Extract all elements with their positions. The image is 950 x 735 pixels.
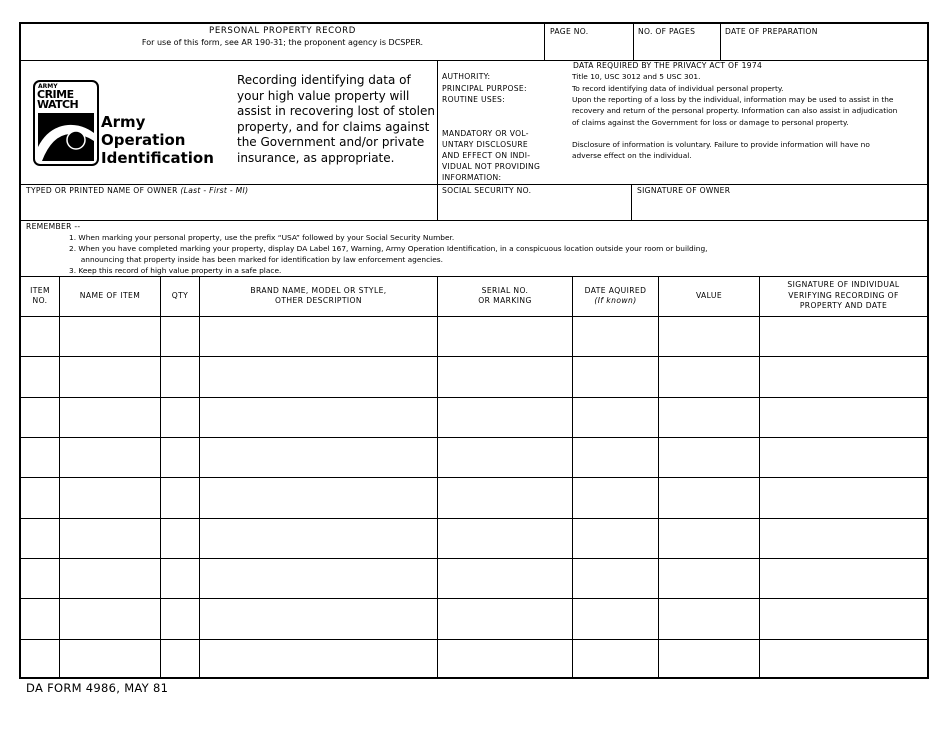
crime-watch-logo <box>33 80 99 166</box>
col-header-line: NAME OF ITEM <box>79 290 141 300</box>
col-header-line: (If known) <box>594 296 637 305</box>
table-body <box>21 316 927 679</box>
cell-date-acquired[interactable] <box>572 519 658 558</box>
cell-qty[interactable] <box>160 559 199 598</box>
cell-date-acquired[interactable] <box>572 559 658 598</box>
cell-brand-description[interactable] <box>199 519 437 558</box>
cell-verifying-signature[interactable] <box>759 640 927 679</box>
form-title: PERSONAL PROPERTY RECORD <box>209 26 356 36</box>
table-header <box>21 276 927 316</box>
owner-signature-label: SIGNATURE OF OWNER <box>637 186 731 195</box>
col-header-line: SERIAL NO. <box>481 285 529 295</box>
cell-item-no[interactable] <box>21 640 59 679</box>
cell-name-of-item[interactable] <box>59 478 160 517</box>
eye-emblem-icon <box>38 113 94 161</box>
remember-item: 3. Keep this record of high value property in a safe place. <box>69 266 282 275</box>
cell-qty[interactable] <box>160 599 199 638</box>
table-row <box>21 558 927 598</box>
divider <box>21 184 927 185</box>
divider <box>21 316 927 317</box>
col-header-value <box>658 276 759 316</box>
col-header-name-of-item <box>59 276 160 316</box>
cell-qty[interactable] <box>160 357 199 396</box>
cell-value[interactable] <box>658 559 759 598</box>
mandatory-label: VIDUAL NOT PROVIDING <box>442 162 541 171</box>
cell-qty[interactable] <box>160 316 199 356</box>
owner-name-label-text: TYPED OR PRINTED NAME OF OWNER <box>26 186 178 195</box>
col-header-line: ITEM <box>30 285 50 295</box>
cell-serial-no[interactable] <box>437 398 572 437</box>
mandatory-label: MANDATORY OR VOL- <box>442 129 529 138</box>
cell-brand-description[interactable] <box>199 559 437 598</box>
cell-brand-description[interactable] <box>199 316 437 356</box>
form-number: DA FORM 4986, MAY 81 <box>26 681 169 695</box>
table-row <box>21 477 927 517</box>
table-row <box>21 356 927 396</box>
principal-purpose-label: PRINCIPAL PURPOSE: <box>442 84 527 93</box>
intro-line: assist in recovering lost of stolen <box>237 104 435 119</box>
cell-name-of-item[interactable] <box>59 357 160 396</box>
personal-property-record-form <box>19 22 929 679</box>
ssn-label: SOCIAL SECURITY NO. <box>442 186 532 195</box>
privacy-act-title: DATA REQUIRED BY THE PRIVACY ACT OF 1974 <box>573 61 763 70</box>
divider <box>21 60 927 61</box>
cell-name-of-item[interactable] <box>59 599 160 638</box>
cell-date-acquired[interactable] <box>572 357 658 396</box>
cell-name-of-item[interactable] <box>59 438 160 477</box>
cell-serial-no[interactable] <box>437 519 572 558</box>
cell-item-no[interactable] <box>21 478 59 517</box>
cell-value[interactable] <box>658 640 759 679</box>
page-no-label: PAGE NO. <box>550 27 589 36</box>
routine-uses-text: recovery and return of the personal property. Information can also assist in adjudication <box>572 106 898 115</box>
cell-item-no[interactable] <box>21 559 59 598</box>
col-header-date-acquired <box>572 276 658 316</box>
cell-brand-description[interactable] <box>199 478 437 517</box>
cell-item-no[interactable] <box>21 357 59 396</box>
owner-signature-field[interactable] <box>632 196 927 219</box>
cell-verifying-signature[interactable] <box>759 478 927 517</box>
cell-date-acquired[interactable] <box>572 478 658 517</box>
cell-serial-no[interactable] <box>437 438 572 477</box>
col-header-line: QTY <box>171 290 189 300</box>
page-no-field[interactable] <box>545 36 633 59</box>
cell-verifying-signature[interactable] <box>759 357 927 396</box>
cell-brand-description[interactable] <box>199 357 437 396</box>
cell-brand-description[interactable] <box>199 640 437 679</box>
cell-value[interactable] <box>658 357 759 396</box>
cell-brand-description[interactable] <box>199 398 437 437</box>
table-row <box>21 518 927 558</box>
cell-serial-no[interactable] <box>437 357 572 396</box>
table-row <box>21 397 927 437</box>
col-header-verifying-signature <box>759 276 927 316</box>
cell-name-of-item[interactable] <box>59 398 160 437</box>
routine-uses-label: ROUTINE USES: <box>442 95 506 104</box>
table-row <box>21 316 927 356</box>
cell-value[interactable] <box>658 519 759 558</box>
remember-item: 2. When you have completed marking your property, display DA Label 167, Warning, Army Operation Identification, in a conspicuous location outside your room or building, <box>69 244 708 253</box>
cell-date-acquired[interactable] <box>572 640 658 679</box>
col-header-item-no <box>21 276 59 316</box>
cell-brand-description[interactable] <box>199 438 437 477</box>
cell-name-of-item[interactable] <box>59 640 160 679</box>
cell-item-no[interactable] <box>21 398 59 437</box>
col-header-line: PROPERTY AND DATE <box>799 301 888 311</box>
cell-verifying-signature[interactable] <box>759 316 927 356</box>
logo-identification: Identification <box>101 149 214 167</box>
cell-date-acquired[interactable] <box>572 599 658 638</box>
date-of-preparation-label: DATE OF PREPARATION <box>725 27 818 36</box>
cell-value[interactable] <box>658 478 759 517</box>
mandatory-label: INFORMATION: <box>442 173 502 182</box>
owner-name-field[interactable] <box>22 196 436 219</box>
cell-name-of-item[interactable] <box>59 559 160 598</box>
col-header-line: SIGNATURE OF INDIVIDUAL <box>787 280 900 290</box>
cell-verifying-signature[interactable] <box>759 438 927 477</box>
cell-item-no[interactable] <box>21 438 59 477</box>
remember-item: announcing that property inside has been marked for identification by law enforcement agencies. <box>69 255 443 264</box>
cell-value[interactable] <box>658 438 759 477</box>
authority-label: AUTHORITY: <box>442 72 491 81</box>
routine-uses-text: of claims against the Government for loss or damage to personal property. <box>572 118 849 127</box>
col-header-line: NO. <box>32 296 48 305</box>
logo-army-small: ARMY <box>38 83 58 90</box>
table-row <box>21 639 927 679</box>
col-header-line: DATE AQUIRED <box>584 285 647 295</box>
cell-qty[interactable] <box>160 478 199 517</box>
remember-item: 1. When marking your personal property, use the prefix “USA” followed by your Social Security Number. <box>69 233 455 242</box>
cell-date-acquired[interactable] <box>572 438 658 477</box>
table-row <box>21 437 927 477</box>
cell-qty[interactable] <box>160 438 199 477</box>
cell-qty[interactable] <box>160 640 199 679</box>
intro-line: your high value property will <box>237 88 410 103</box>
date-of-preparation-field[interactable] <box>721 36 927 59</box>
cell-value[interactable] <box>658 316 759 356</box>
col-header-line: OR MARKING <box>478 296 532 305</box>
principal-purpose-text: To record identifying data of individual personal property. <box>572 84 784 93</box>
col-header-qty <box>160 276 199 316</box>
form-subtitle: For use of this form, see AR 190-31; the proponent agency is DCSPER. <box>141 38 424 47</box>
logo-operation: Operation <box>101 131 186 149</box>
cell-serial-no[interactable] <box>437 316 572 356</box>
owner-name-hint: (Last - First - MI) <box>180 186 249 195</box>
cell-item-no[interactable] <box>21 599 59 638</box>
table-row <box>21 598 927 638</box>
intro-text <box>237 73 437 167</box>
logo-crime: CRIME <box>37 88 74 101</box>
col-header-line: VERIFYING RECORDING OF <box>788 290 899 300</box>
col-header-brand-description <box>199 276 437 316</box>
intro-line: Recording identifying data of <box>237 73 411 87</box>
intro-line: the Government and/or private <box>237 135 425 150</box>
cell-name-of-item[interactable] <box>59 316 160 356</box>
no-of-pages-label: NO. OF PAGES <box>638 27 696 36</box>
cell-item-no[interactable] <box>21 316 59 356</box>
cell-date-acquired[interactable] <box>572 398 658 437</box>
col-header-line: VALUE <box>695 290 723 300</box>
ssn-field[interactable] <box>438 196 630 219</box>
col-header-line: BRAND NAME, MODEL OR STYLE, <box>250 285 387 295</box>
cell-serial-no[interactable] <box>437 478 572 517</box>
mandatory-label: AND EFFECT ON INDI- <box>442 151 531 160</box>
remember-title: REMEMBER -- <box>26 222 81 231</box>
mandatory-text: Disclosure of information is voluntary. Failure to provide information will have no <box>572 140 870 149</box>
cell-serial-no[interactable] <box>437 559 572 598</box>
cell-item-no[interactable] <box>21 519 59 558</box>
cell-verifying-signature[interactable] <box>759 599 927 638</box>
logo-army: Army <box>101 113 146 131</box>
intro-line: insurance, as appropriate. <box>237 150 395 165</box>
no-of-pages-field[interactable] <box>634 36 720 59</box>
cell-brand-description[interactable] <box>199 599 437 638</box>
mandatory-text: adverse effect on the individual. <box>572 151 692 160</box>
col-header-serial-no <box>437 276 572 316</box>
cell-date-acquired[interactable] <box>572 316 658 356</box>
cell-qty[interactable] <box>160 398 199 437</box>
cell-value[interactable] <box>658 599 759 638</box>
cell-name-of-item[interactable] <box>59 519 160 558</box>
cell-verifying-signature[interactable] <box>759 398 927 437</box>
cell-serial-no[interactable] <box>437 599 572 638</box>
cell-verifying-signature[interactable] <box>759 559 927 598</box>
cell-serial-no[interactable] <box>437 640 572 679</box>
mandatory-label: UNTARY DISCLOSURE <box>442 140 529 149</box>
col-header-line: OTHER DESCRIPTION <box>274 296 362 305</box>
cell-verifying-signature[interactable] <box>759 519 927 558</box>
logo-watch: WATCH <box>37 98 79 111</box>
property-table <box>21 276 927 679</box>
authority-text: Title 10, USC 3012 and 5 USC 301. <box>572 72 701 81</box>
owner-name-label <box>26 186 248 195</box>
cell-qty[interactable] <box>160 519 199 558</box>
intro-line: property, and for claims against <box>237 119 430 134</box>
cell-value[interactable] <box>658 398 759 437</box>
divider <box>21 220 927 221</box>
routine-uses-text: Upon the reporting of a loss by the individual, information may be used to assist in the <box>572 95 894 104</box>
